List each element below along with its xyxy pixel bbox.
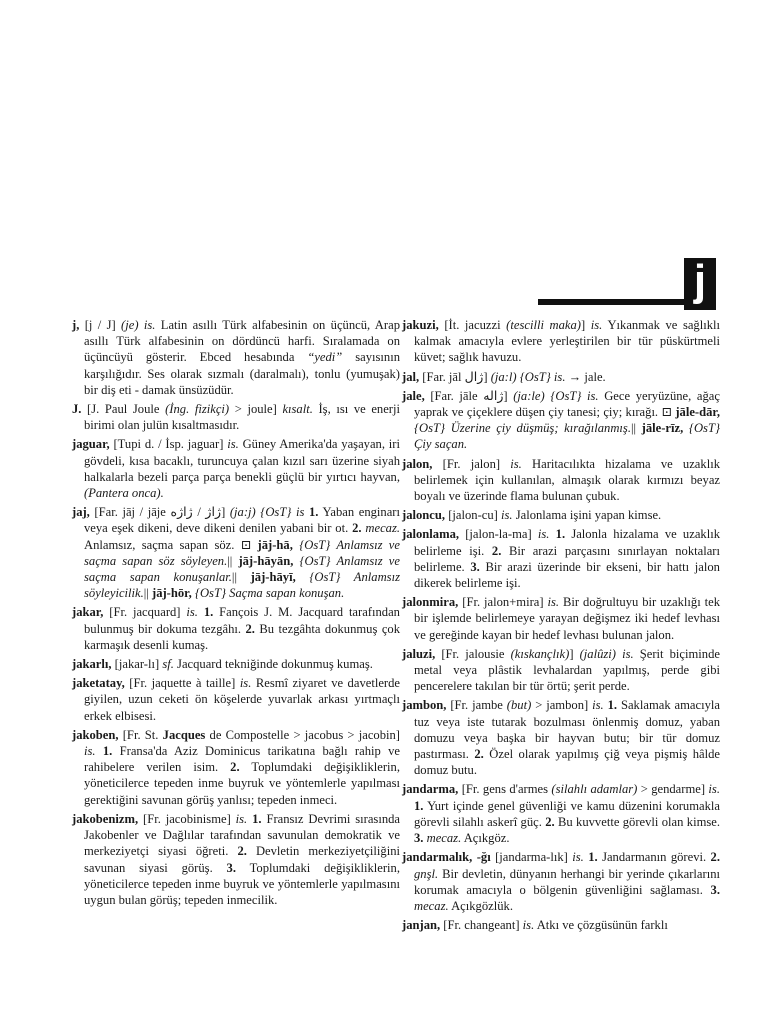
entry-text: Yıkanmak ve sağlıklı kalmak amacıyla evlere yerleştirilen bir tür püskürtmeli küvet; sağlık havuzu. bbox=[414, 318, 721, 365]
dictionary-entry bbox=[72, 604, 400, 653]
entry-headword: jakobenizm, bbox=[72, 811, 139, 826]
entry-text: [Fr. jalousie bbox=[435, 646, 511, 661]
entry-text: Atkı ve çözgüsünün farklı bbox=[534, 918, 668, 933]
entry-text: [Far. jāj / jāje ژاژ / ژاژه] bbox=[89, 505, 230, 520]
entry-text: → jale. bbox=[565, 369, 606, 384]
entry-text: || bbox=[143, 586, 152, 601]
entry-text: 2. bbox=[230, 760, 240, 775]
dictionary-entry bbox=[402, 781, 720, 846]
entry-text: mecaz. bbox=[365, 521, 401, 536]
entry-text: is. bbox=[235, 811, 248, 826]
entry-text: 2. bbox=[545, 814, 555, 829]
entry-text: (silahlı adamlar) bbox=[551, 782, 638, 797]
entry-text: Bir doğrultuyu bir uzaklığı tek bir işlemde belirlemeye yarayan değişmez iki hedef levhası ve gereğinde kayan bir hedef levhası bulunan jalon. bbox=[414, 595, 721, 642]
entry-text: [Fr. St. bbox=[118, 727, 163, 742]
right-column bbox=[402, 317, 720, 936]
entry-text: (jalûzi) is. bbox=[579, 646, 634, 661]
entry-text: [jalon-cu] bbox=[445, 508, 501, 523]
entry-text: kısalt. bbox=[282, 402, 313, 417]
entry-text: 1. bbox=[252, 811, 262, 826]
entry-text: (ja:j) {OsT} is bbox=[229, 505, 305, 520]
entry-text: (Pantera onca). bbox=[84, 486, 164, 501]
entry-text bbox=[96, 744, 103, 758]
entry-text: 1. bbox=[414, 798, 424, 813]
dictionary-entry bbox=[402, 917, 720, 933]
entry-subword: jāj-hā, bbox=[257, 537, 293, 552]
entry-headword: janjan, bbox=[402, 918, 441, 933]
entry-text: 2. bbox=[710, 850, 720, 865]
entry-headword: jalon, bbox=[402, 456, 433, 471]
entry-text: [Tupi d. / İsp. jaguar] bbox=[109, 437, 228, 452]
entry-text: sayısının karşılığıdır. Ses olarak sızmalı (daralmalı), tonlu (yumuşak) bir diş eti - damak ünsüzüdür. bbox=[84, 350, 400, 397]
entry-text: Toplumdaki değişikliklerin, yöneticilerce tepeden inme buyruk ve yöntemlerle yapılması gerektiğini savunan görüş yanlısı; tepeden inmeci. bbox=[84, 760, 400, 807]
entry-text: Yaban enginarı veya eşek dikeni, deve dikeni denilen yabani bir ot. bbox=[84, 505, 400, 536]
entry-text: ] bbox=[569, 646, 580, 661]
entry-headword: jandarma, bbox=[402, 782, 459, 797]
entry-text: ] bbox=[581, 318, 591, 332]
entry-text: (je) is. bbox=[121, 318, 156, 332]
entry-text: 2. bbox=[491, 543, 502, 558]
entry-text: Saklamak amacıyla tuz veya iste tutarak bozulması önlenmiş domuz, yaban domuzu veya başka bir hayvan butu; bir tür domuz pastırması. bbox=[414, 698, 720, 762]
entry-text: İş, ısı ve enerji birimi olan julün kısaltmasıdır. bbox=[84, 402, 400, 433]
entry-text: Güney Amerika'da yaşayan, iri gövdeli, kısa bacaklı, turuncuya çalan kızıl sarı üzerine siyah halkalarla bezeli parça parça benekli güçlü bir yırtıcı hayvan, bbox=[84, 437, 400, 484]
left-column bbox=[72, 317, 400, 911]
entry-text: (İng. fizikçi) bbox=[165, 402, 230, 417]
entry-text: Özel olarak yapılmış çiğ veya pişmiş hâlde domuz butu. bbox=[414, 747, 720, 778]
entry-text: Açıkgözlük. bbox=[448, 898, 513, 913]
entry-text: Bu tezgâhta dokunmuş çok karmaşık desenli kumaş. bbox=[84, 621, 400, 652]
entry-headword: jaketatay, bbox=[72, 676, 125, 691]
entry-text: {OsT} Çiy saçan. bbox=[414, 421, 720, 452]
dictionary-entry bbox=[402, 369, 720, 385]
entry-text: {OsT} Anlamsız ve saçma sapan konuşanlar. bbox=[84, 553, 400, 585]
entry-text: 1. bbox=[588, 850, 598, 865]
entry-text: Jalonla hizalama ve uzaklık belirleme işi. bbox=[414, 527, 721, 558]
entry-text: [jandarma-lık] bbox=[490, 850, 573, 865]
entry-text: {OsT} Üzerine çiy düşmüş; kırağılanmış. bbox=[414, 421, 631, 436]
entry-text: 2. bbox=[245, 621, 255, 636]
entry-text: is. bbox=[501, 508, 513, 523]
entry-text: Devletin merkeziyetçiliğini savunan siyasi görüş. bbox=[84, 844, 401, 875]
entry-text: 2. bbox=[352, 521, 362, 536]
entry-subword: jāle-dār, bbox=[675, 405, 720, 420]
entry-text: 2. bbox=[474, 747, 484, 762]
entry-text: > joule] bbox=[229, 402, 283, 417]
entry-headword: jaguar, bbox=[72, 437, 110, 452]
entry-text: is. bbox=[239, 676, 252, 691]
entry-text: [J. Paul Joule bbox=[81, 402, 166, 417]
entry-text: Toplumdaki değişikliklerin, yöneticilerce tepeden inme buyruk ve yöntemlerle yapılmasını uygun bulan görüş; tepeden inmecilik. bbox=[84, 860, 400, 907]
entry-text: is. bbox=[522, 918, 535, 933]
entry-text: 1. bbox=[607, 698, 618, 713]
entry-headword: jambon, bbox=[402, 698, 447, 713]
entry-text: is. bbox=[572, 850, 584, 865]
entry-headword: jaloncu, bbox=[402, 508, 446, 523]
entry-text: [Fr. jambe bbox=[446, 698, 507, 713]
entry-headword: jakarlı, bbox=[72, 657, 112, 672]
entry-subword: jāj-hāyī, bbox=[250, 570, 296, 585]
entry-text: (ja:le) {OsT} is. bbox=[513, 388, 599, 403]
entry-text: [Fr. jalon+mira] bbox=[458, 595, 548, 610]
entry-text: Bir devletin, dünyanın herhangi bir yerinde çıkarlarını korumak amacıyla o bölgenin güvenliğini sağlaması. bbox=[414, 866, 720, 897]
entry-text: || bbox=[227, 553, 239, 568]
entry-text: sf. bbox=[162, 657, 174, 672]
entry-text: Bu kuvvette görevli olan kimse. bbox=[554, 814, 721, 829]
entry-text: is. bbox=[510, 456, 522, 471]
entry-text: (ja:l) {OsT} is. bbox=[490, 369, 566, 384]
entry-text: Latin asıllı Türk alfabesinin on üçüncü, Arap asıllı Türk alfabesinin on dördüncü harfi. Sıralamada on üçüncüyü gösterir. Ebced hesabında bbox=[84, 318, 400, 365]
entry-text: 3. bbox=[414, 831, 424, 846]
entry-text: 1. bbox=[102, 744, 113, 759]
entry-text: Jalonlama işini yapan kimse. bbox=[512, 508, 662, 523]
entry-headword: jalonlama, bbox=[402, 527, 460, 542]
entry-text: Anlamsız, saçma sapan söz. ⊡ bbox=[84, 537, 258, 552]
dictionary-entry bbox=[402, 317, 720, 366]
entry-text: [Fr. jacobinisme] bbox=[138, 811, 236, 826]
entry-text: Fançois J. M. Jacquard tarafından bulunmuş bir dokuma tezgâhı. bbox=[84, 605, 400, 636]
entry-text: [Fr. jaquette à taille] bbox=[124, 676, 240, 691]
entry-text: Fransa'da Aziz Dominicus tarikatına bağlı rahip ve rahibelere verilen isim. bbox=[84, 744, 400, 775]
entry-subword: jāj-hāyān, bbox=[238, 553, 294, 568]
dictionary-entry bbox=[402, 526, 720, 591]
entry-text: [İt. jacuzzi bbox=[438, 318, 507, 332]
entry-headword: jalonmira, bbox=[402, 595, 459, 610]
entry-text: Bir arazi üzerinde bir ekseni, bir hattı jalon dikerek belirleme işi. bbox=[414, 559, 720, 591]
entry-text: Jandarmanın görevi. bbox=[597, 850, 711, 865]
entry-text: 3. bbox=[710, 882, 720, 897]
entry-text: || bbox=[630, 421, 642, 436]
entry-text: 3. bbox=[470, 559, 480, 574]
entry-subword: jāj-hōr, bbox=[152, 586, 192, 601]
dictionary-entry bbox=[72, 504, 400, 601]
entry-text: [Fr. gens d'armes bbox=[458, 782, 552, 797]
entry-text: 3. bbox=[226, 860, 236, 875]
entry-headword: jale, bbox=[402, 388, 425, 403]
entry-text: gnşl. bbox=[414, 866, 439, 881]
entry-text: [Far. jāl ژال] bbox=[419, 369, 491, 384]
entry-text: (but) bbox=[506, 698, 532, 713]
entry-text: > jambon] bbox=[531, 698, 593, 713]
entry-text: 1. bbox=[555, 527, 566, 542]
dictionary-entry bbox=[402, 388, 720, 453]
entry-text: {OsT} Saçma sapan konuşan. bbox=[194, 586, 345, 601]
dictionary-entry bbox=[402, 849, 720, 914]
entry-text: [jalon-la-ma] bbox=[459, 527, 538, 542]
entry-text: de Compostelle > jacobus > jacobin] bbox=[205, 727, 400, 742]
entry-text: [j / J] bbox=[79, 318, 122, 332]
dictionary-entry bbox=[72, 727, 400, 808]
entry-headword: j, bbox=[72, 318, 80, 332]
entry-text bbox=[296, 570, 310, 584]
dictionary-entry bbox=[402, 456, 720, 505]
entry-text: || bbox=[231, 570, 251, 585]
entry-text: is. bbox=[592, 698, 604, 713]
entry-headword: jakoben, bbox=[72, 727, 119, 742]
entry-text: (tescilli maka) bbox=[506, 318, 581, 332]
dictionary-entry bbox=[72, 401, 400, 433]
entry-text: Fransız Devrimi sırasında Jakobenler ve Dağlılar tarafından savunulan demokratik ve merkeziyetçi siyasi öğreti. bbox=[84, 811, 401, 859]
entry-text: is. bbox=[547, 595, 560, 610]
entry-text: 2. bbox=[237, 844, 247, 859]
entry-text: is. bbox=[84, 744, 96, 759]
entry-headword: J. bbox=[72, 402, 82, 417]
entry-text: (kıskançlık) bbox=[510, 646, 570, 661]
dictionary-entry bbox=[402, 507, 720, 523]
dictionary-entry bbox=[402, 697, 720, 778]
entry-text: 1. bbox=[203, 605, 214, 620]
entry-text: mecaz. bbox=[414, 898, 449, 913]
entry-headword: jaj, bbox=[72, 505, 90, 520]
entry-text: mecaz. bbox=[426, 831, 462, 846]
entry-text: [Far. jāle ژاله] bbox=[424, 388, 514, 403]
entry-text: Şerit biçiminde metal veya plâstik levhalardan yapılmış, perde gibi pencerelere takılan bir tür örtü; şerit perde. bbox=[414, 646, 720, 694]
entry-headword: jandarmalık, -ğı bbox=[402, 850, 491, 865]
entry-text: [Fr. jacquard] bbox=[103, 605, 187, 620]
entry-headword: jakar, bbox=[72, 605, 104, 620]
entry-headword: jaluzi, bbox=[402, 646, 436, 661]
entry-text: Açıkgöz. bbox=[461, 831, 510, 846]
entry-text: [Fr. jalon] bbox=[432, 456, 511, 471]
entry-text: is. bbox=[590, 318, 603, 332]
section-letter-tab: j bbox=[684, 258, 716, 310]
entry-text: Resmî ziyaret ve davetlerde giyilen, uzun ceketi ön köşelerde yuvarlak arkası yırtmaçlı erkek elbisesi. bbox=[84, 676, 400, 723]
entry-text: Jacquard tekniğinde dokunmuş kumaş. bbox=[173, 657, 373, 672]
section-rule bbox=[538, 299, 684, 305]
dictionary-entry bbox=[72, 656, 400, 672]
entry-text: Gece yeryüzüne, ağaç yaprak ve çiçeklere düşen çiy tanesi; çiy; kırağı. ⊡ bbox=[414, 388, 720, 420]
entry-text: Bir arazi parçasını sınırlayan noktaları belirleme. bbox=[414, 543, 720, 574]
entry-subword: jāle-rīz, bbox=[641, 421, 684, 436]
dictionary-entry bbox=[72, 811, 400, 908]
entry-text: [jakar-lı] bbox=[111, 657, 163, 672]
entry-text: is. bbox=[708, 782, 720, 797]
entry-text: [Fr. changeant] bbox=[440, 918, 523, 933]
dictionary-entry bbox=[72, 436, 400, 501]
entry-text: Haritacılıkta hizalama ve uzaklık belirlemek için kullanılan, almaşık olarak kırmızı beyaz boyalı ve üzerinde flama bulunan çubuk. bbox=[414, 456, 720, 504]
entry-text: Yurt içinde genel güvenliği ve kamu düzenini korumakla görevli silahlı askerî güç. bbox=[414, 798, 720, 829]
dictionary-entry bbox=[72, 675, 400, 724]
dictionary-entry bbox=[402, 594, 720, 643]
entry-text: “yedi” bbox=[307, 350, 343, 365]
dictionary-entry bbox=[402, 646, 720, 695]
entry-text: > gendarme] bbox=[637, 782, 709, 797]
entry-text: is. bbox=[537, 527, 550, 542]
entry-text: Jacques bbox=[162, 727, 206, 742]
entry-text: 1. bbox=[308, 505, 319, 520]
entry-headword: jal, bbox=[402, 369, 420, 384]
entry-headword: jakuzi, bbox=[402, 318, 439, 332]
entry-text: is. bbox=[227, 437, 239, 452]
dictionary-entry bbox=[72, 317, 400, 398]
entry-text: is. bbox=[186, 605, 198, 620]
entry-text: {OsT} Anlamsız söyleyicilik. bbox=[84, 570, 400, 601]
entry-text: {OsT} Anlamsız ve saçma sapan söz söyleyen. bbox=[84, 537, 400, 568]
